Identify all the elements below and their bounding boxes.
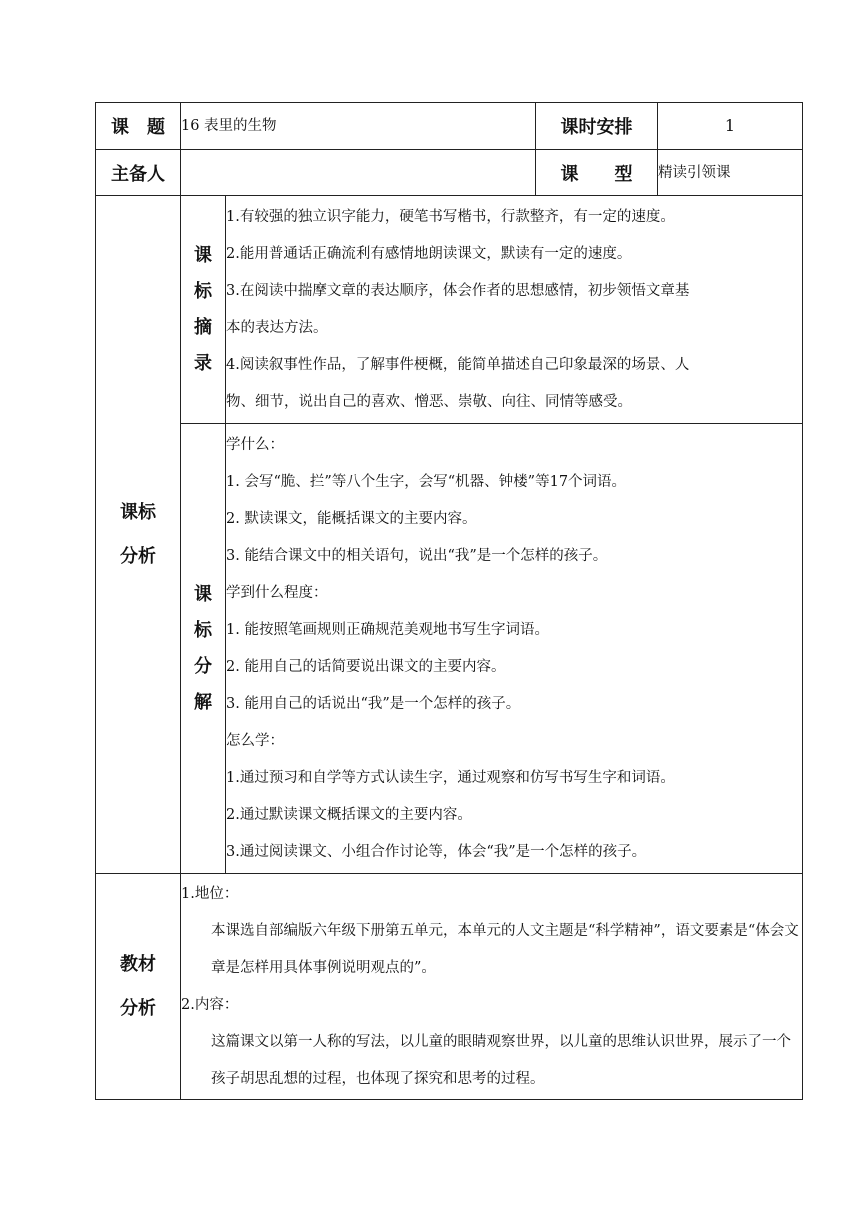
textbook-analysis-label-line1: 教材 (120, 953, 156, 975)
preparer-row (96, 150, 803, 196)
curriculum-breakdown-row (96, 424, 803, 874)
breakdown-line: 1. 能按照笔画规则正确规范美观地书写生字词语。 (226, 621, 549, 638)
lesson-plan-table (95, 102, 803, 1100)
breakdown-label-char: 课 (194, 583, 212, 605)
type-label: 课 型 (536, 150, 658, 196)
preparer-value (181, 150, 536, 196)
excerpt-label-char: 摘 (194, 316, 212, 338)
excerpt-line: 1.有较强的独立识字能力，硬笔书写楷书，行款整齐，有一定的速度。 (226, 208, 675, 225)
curriculum-analysis-label-line2: 分析 (120, 545, 156, 567)
curriculum-analysis-label-line1: 课标 (120, 501, 156, 523)
topic-row (96, 103, 803, 150)
excerpt-line: 2.能用普通话正确流利有感情地朗读课文，默读有一定的速度。 (226, 245, 632, 262)
textbook-analysis-row (96, 874, 803, 1100)
excerpt-label-char: 课 (194, 244, 212, 266)
type-value: 精读引领课 (658, 150, 803, 196)
breakdown-line: 3.通过阅读课文、小组合作讨论等，体会“我”是一个怎样的孩子。 (226, 843, 647, 860)
excerpt-line: 本的表达方法。 (226, 319, 328, 336)
curriculum-analysis-label (96, 196, 181, 874)
textbook-analysis-label (96, 874, 181, 1100)
breakdown-line: 2. 能用自己的话简要说出课文的主要内容。 (226, 658, 506, 675)
topic-value: 16 表里的生物 (181, 103, 536, 150)
breakdown-heading: 学什么： (226, 436, 284, 453)
breakdown-label-char: 标 (194, 619, 212, 641)
textbook-analysis-label-line2: 分析 (120, 997, 156, 1019)
breakdown-label (181, 424, 226, 874)
position-heading: 1.地位： (181, 885, 239, 902)
textbook-analysis-content (181, 874, 803, 1100)
content-text: 这篇课文以第一人称的写法，以儿童的眼睛观察世界，以儿童的思维认识世界，展示了一个孩子胡思乱想的过程，也体现了探究和思考的过程。 (211, 1033, 791, 1087)
breakdown-line: 3. 能结合课文中的相关语句，说出“我”是一个怎样的孩子。 (226, 547, 608, 564)
content-heading: 2.内容： (181, 996, 239, 1013)
topic-label: 课 题 (96, 103, 181, 150)
breakdown-label-char: 分 (194, 655, 212, 677)
excerpt-label (181, 196, 226, 424)
breakdown-heading: 学到什么程度： (226, 584, 328, 601)
preparer-label: 主备人 (96, 150, 181, 196)
excerpt-line: 4.阅读叙事性作品，了解事件梗概，能简单描述自己印象最深的场景、人 (226, 356, 690, 373)
hours-value: 1 (658, 103, 803, 150)
breakdown-heading: 怎么学： (226, 732, 284, 749)
excerpt-content (226, 196, 803, 424)
breakdown-line: 2.通过默读课文概括课文的主要内容。 (226, 806, 472, 823)
breakdown-line: 1.通过预习和自学等方式认读生字，通过观察和仿写书写生字和词语。 (226, 769, 675, 786)
excerpt-line: 3.在阅读中揣摩文章的表达顺序，体会作者的思想感情，初步领悟文章基 (226, 282, 690, 299)
breakdown-label-char: 解 (194, 691, 212, 713)
breakdown-content (226, 424, 803, 874)
excerpt-label-char: 录 (194, 352, 212, 374)
breakdown-line: 3. 能用自己的话说出“我”是一个怎样的孩子。 (226, 695, 521, 712)
position-text: 本课选自部编版六年级下册第五单元，本单元的人文主题是“科学精神”，语文要素是“体会文章是怎样用具体事例说明观点的”。 (211, 922, 799, 976)
hours-label: 课时安排 (536, 103, 658, 150)
breakdown-line: 2. 默读课文，能概括课文的主要内容。 (226, 510, 477, 527)
excerpt-line: 物、细节，说出自己的喜欢、憎恶、崇敬、向往、同情等感受。 (226, 393, 632, 410)
curriculum-excerpt-row (96, 196, 803, 424)
breakdown-line: 1. 会写“脆、拦”等八个生字，会写“机器、钟楼”等17个词语。 (226, 473, 627, 490)
excerpt-label-char: 标 (194, 280, 212, 302)
